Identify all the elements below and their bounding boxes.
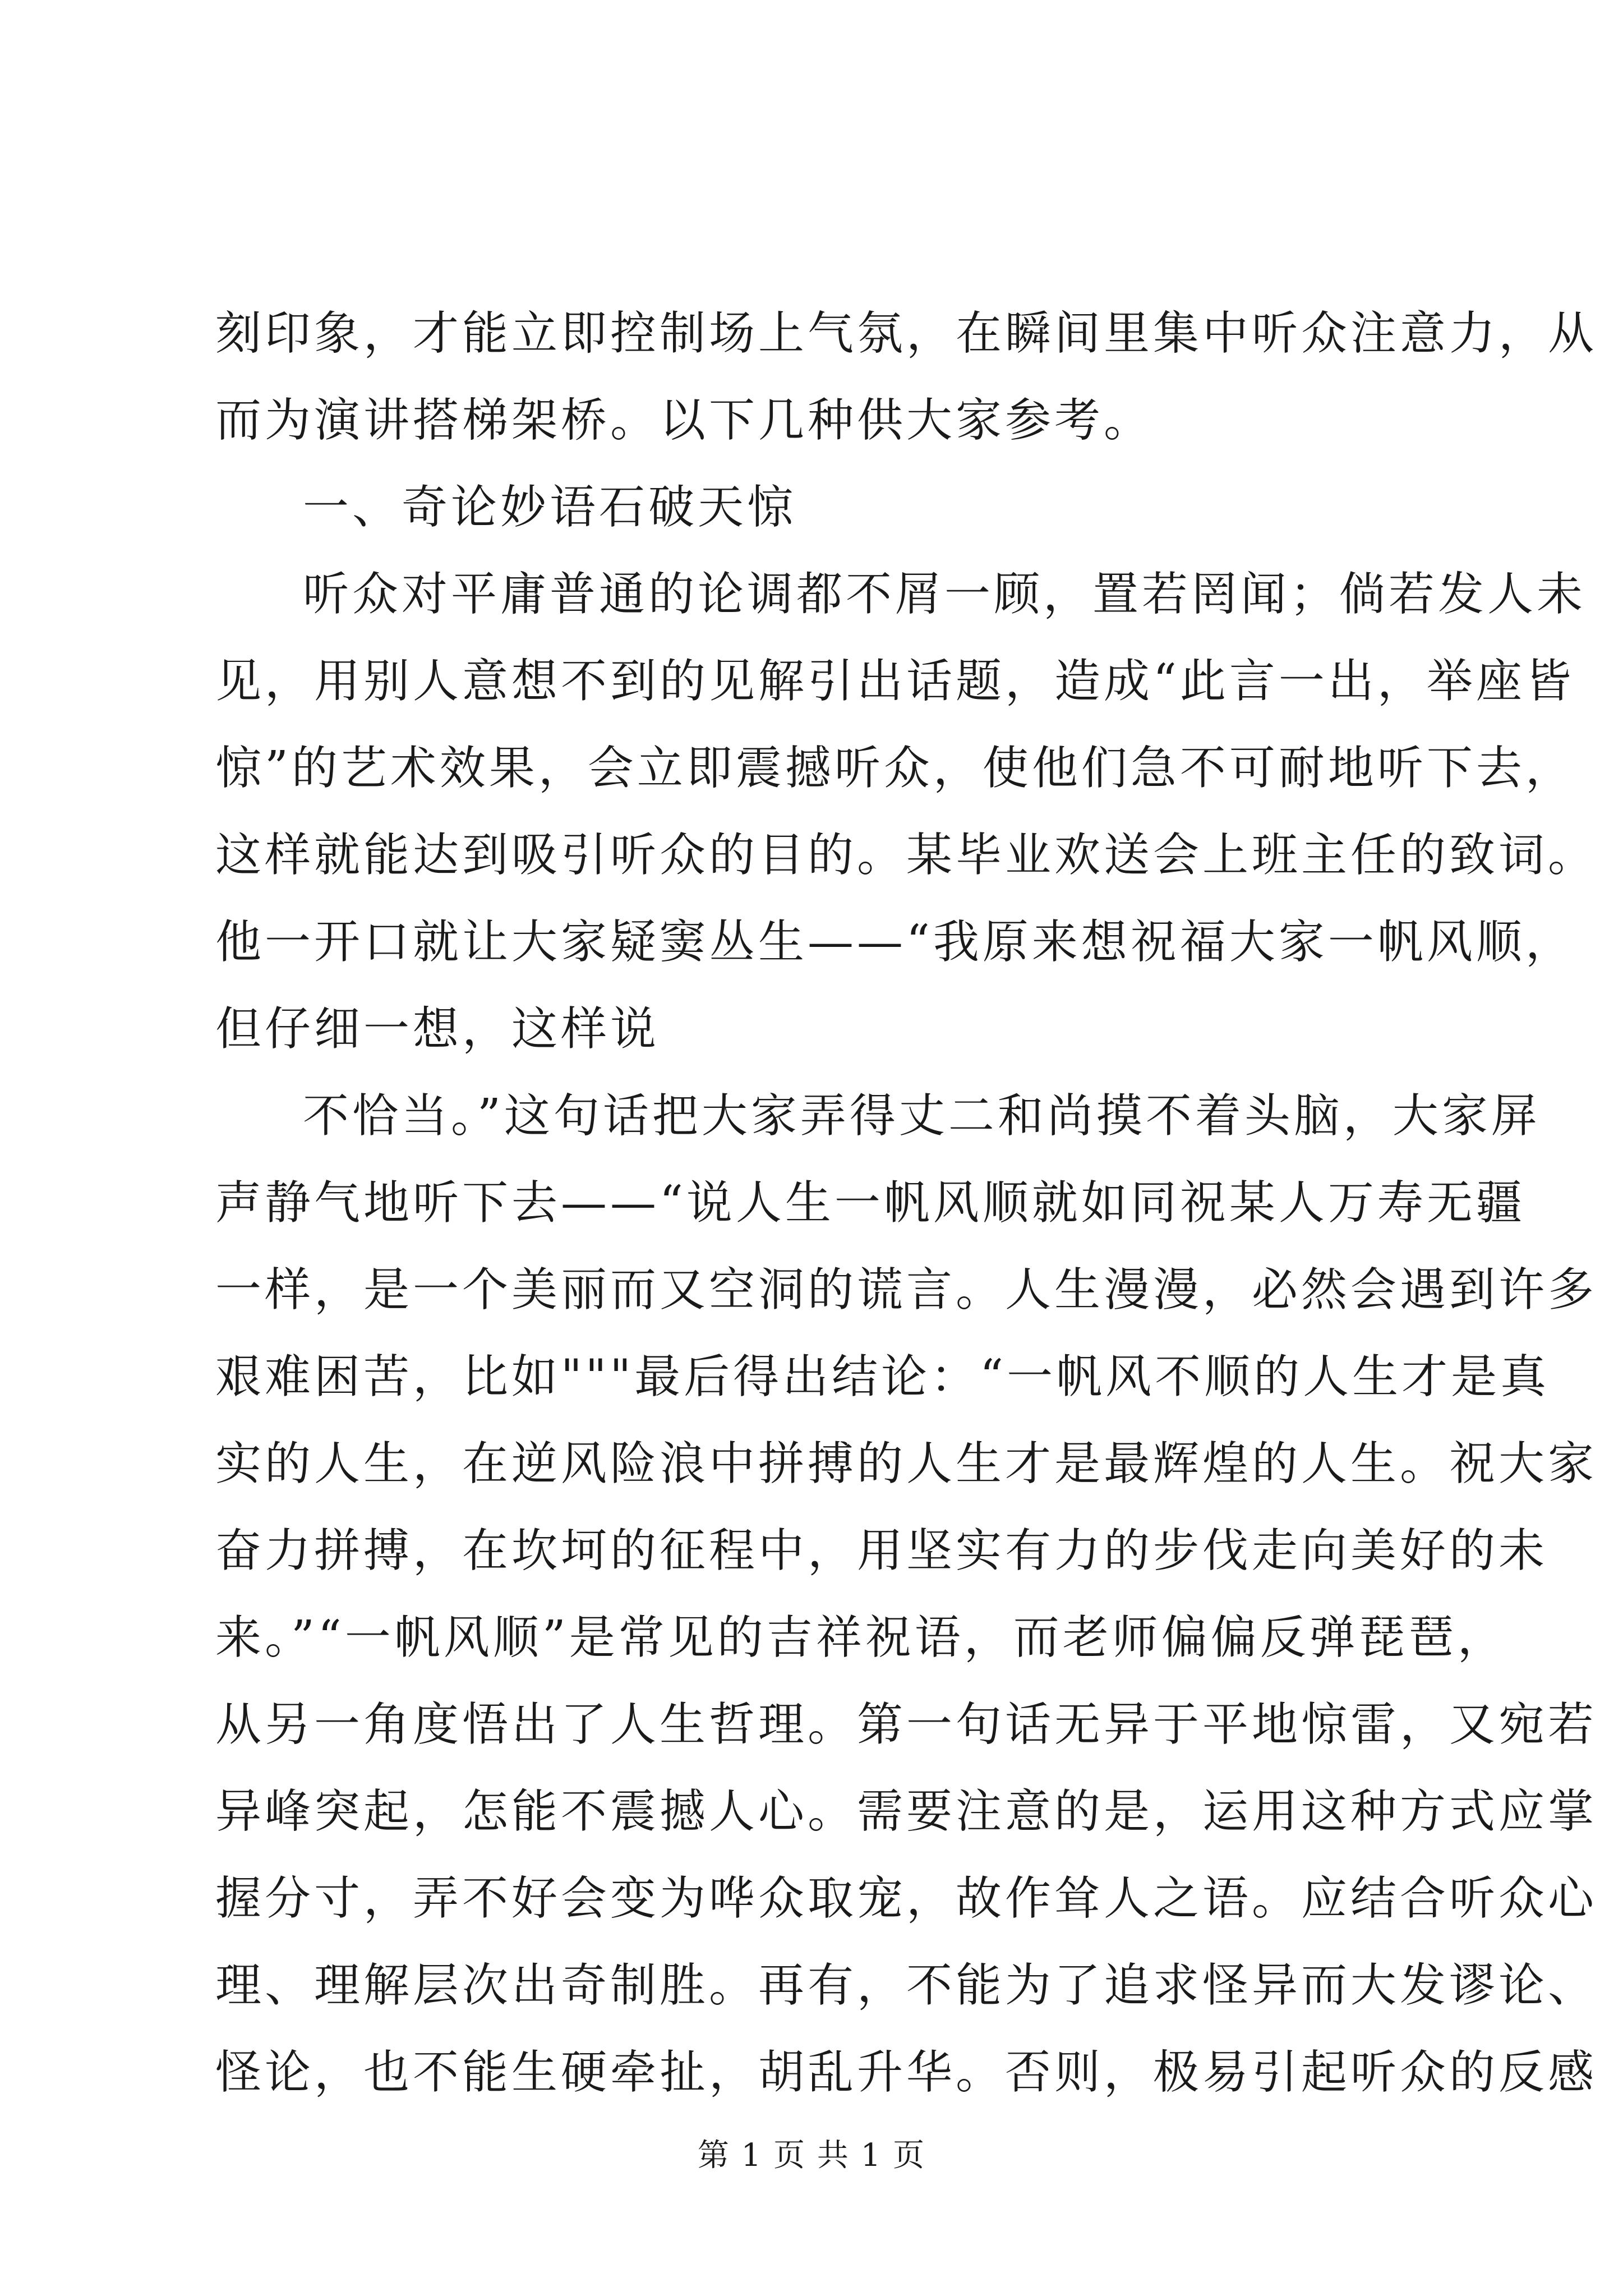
text-line: 一样，是一个美丽而又空洞的谎言。人生漫漫，必然会遇到许多 xyxy=(215,1263,1598,1317)
text-line: 刻印象，才能立即控制场上气氛，在瞬间里集中听众注意力，从 xyxy=(215,307,1598,360)
text-line: 见，用别人意想不到的见解引出话题，造成“此言一出，举座皆 xyxy=(215,655,1575,708)
text-line: 而为演讲搭梯架桥。以下几种供大家参考。 xyxy=(215,394,1154,447)
page-footer: 第 1 页 共 1 页 xyxy=(697,2137,926,2174)
text-line: 听众对平庸普通的论调都不屑一顾，置若罔闻；倘若发人未 xyxy=(303,568,1587,621)
text-line: 异峰突起，怎能不震撼人心。需要注意的是，运用这种方式应掌 xyxy=(215,1785,1598,1838)
text-line: 奋力拼搏，在坎坷的征程中，用坚实有力的步伐走向美好的未 xyxy=(215,1524,1548,1577)
text-line: 但仔细一想，这样说 xyxy=(215,1002,660,1056)
text-line: 惊”的艺术效果，会立即震撼听众，使他们急不可耐地听下去， xyxy=(215,742,1575,795)
text-line: 他一开口就让大家疑窦丛生——“我原来想祝福大家一帆风顺， xyxy=(215,915,1575,969)
text-line: 握分寸，弄不好会变为哗众取宠，故作耸人之语。应结合听众心 xyxy=(215,1872,1598,1925)
text-line: 这样就能达到吸引听众的目的。某毕业欢送会上班主任的致词。 xyxy=(215,829,1598,882)
text-line: 理、理解层次出奇制胜。再有，不能为了追求怪异而大发谬论、 xyxy=(215,1959,1598,2012)
text-line: 从另一角度悟出了人生哲理。第一句话无异于平地惊雷，又宛若 xyxy=(215,1698,1598,1751)
text-line: 声静气地听下去——“说人生一帆风顺就如同祝某人万寿无疆 xyxy=(215,1176,1525,1230)
section-heading: 一、奇论妙语石破天惊 xyxy=(303,481,797,534)
text-line: 怪论，也不能生硬牵扯，胡乱升华。否则，极易引起听众的反感 xyxy=(215,2046,1598,2099)
text-line: 不恰当。”这句话把大家弄得丈二和尚摸不着头脑，大家屏 xyxy=(303,1089,1541,1143)
text-line: 实的人生，在逆风险浪中拼搏的人生才是最辉煌的人生。祝大家 xyxy=(215,1437,1598,1490)
text-line: 艰难困苦，比如"""最后得出结论：“一帆风不顺的人生才是真 xyxy=(215,1350,1550,1404)
text-line: 来。”“一帆风顺”是常见的吉祥祝语，而老师偏偏反弹琵琶， xyxy=(215,1611,1507,1664)
